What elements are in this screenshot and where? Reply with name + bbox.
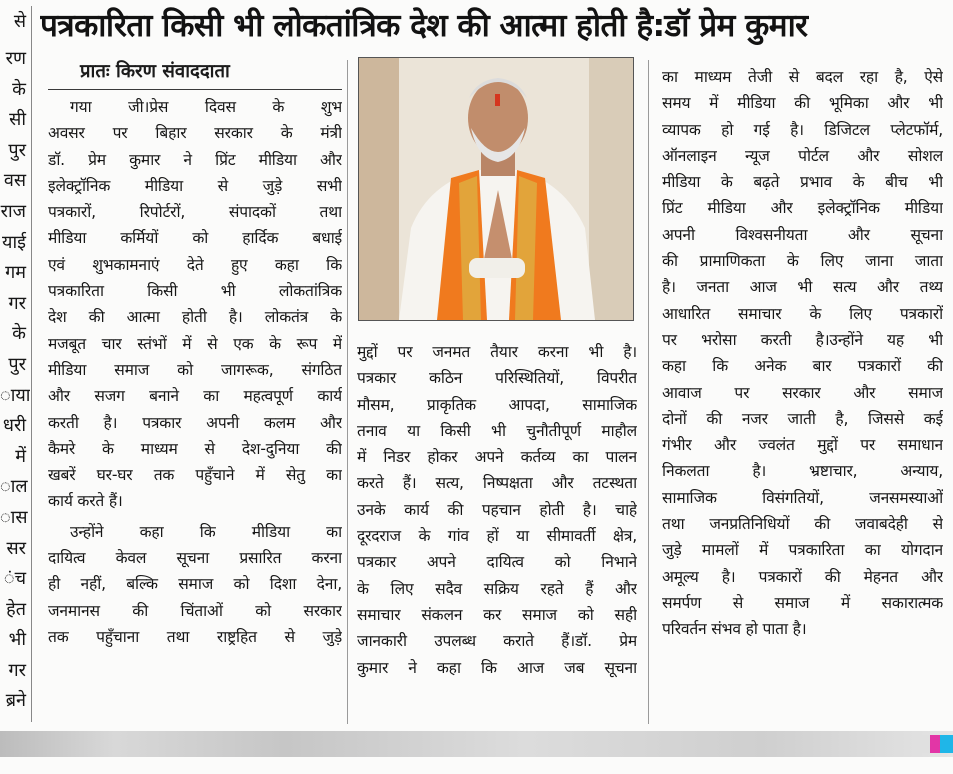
cutoff-text-fragment: हेत [6, 598, 26, 620]
article-text-line: अमूल्य है। पत्रकारों की मेहनत और [662, 567, 943, 586]
scan-footer-strip [0, 731, 953, 757]
cutoff-text-fragment: गर [8, 292, 26, 314]
article-text-line: निकलता है। भ्रष्टाचार, अन्याय, [662, 462, 943, 481]
article-text-line: आधारित समाचार के लिए पत्रकारों [662, 304, 943, 323]
article-text-line: करती है। पत्रकार अपनी कलम और [48, 413, 342, 432]
cutoff-text-fragment: ंच [3, 568, 26, 590]
cutoff-text-fragment: पुर [8, 139, 26, 161]
article-text-line: पत्रकार कठिन परिस्थितियों, विपरीत [357, 369, 637, 388]
article-text-line: दोनों की नजर जाती है, जिससे कई [662, 409, 943, 428]
article-text-line: उन्होंने कहा कि मीडिया का [70, 522, 342, 541]
article-text-line: कैमरे के माध्यम से देश-दुनिया की [48, 439, 342, 458]
article-text-line: मीडिया समाज को जागरूक, संगठित [48, 360, 342, 379]
article-text-line: समाचार संकलन कर समाज को सही [357, 605, 637, 624]
article-text-line: कहा कि अनेक बार पत्रकारों की [662, 357, 943, 376]
cutoff-text-fragment: रण [5, 48, 26, 69]
cutoff-text-fragment: पुर [8, 353, 26, 375]
article-text-line: मीडिया के बढ़ते प्रभाव के बीच भी [662, 173, 943, 192]
article-text-line: कार्य करते हैं। [48, 492, 123, 511]
article-text-line: जनमानस की चिंताओं को सरकार [48, 601, 342, 620]
column-divider [347, 60, 348, 724]
article-text-line: पत्रकार अपने दायित्व को निभाने [357, 553, 637, 572]
cutoff-text-fragment: सर [6, 537, 26, 559]
article-text-line: दायित्व केवल सूचना प्रसारित करना [48, 549, 342, 568]
cutoff-text-fragment: के [12, 78, 26, 100]
article-text-line: डॉ. प्रेम कुमार ने प्रिंट मीडिया और [48, 150, 342, 169]
article-text-line: पत्रकारिता किसी भी लोकतांत्रिक [48, 282, 342, 301]
color-swatch [920, 735, 930, 753]
cutoff-text-fragment: धरी [2, 415, 26, 437]
cutoff-text-fragment: गर [8, 659, 26, 681]
cutoff-text-fragment: ाल [0, 476, 28, 498]
article-text-line: तथा जनप्रतिनिधियों की जवाबदेही से [662, 515, 943, 534]
cutoff-text-fragment: से [13, 11, 26, 32]
cutoff-text-fragment: ाया [0, 384, 30, 406]
cutoff-text-fragment: वस [3, 170, 26, 192]
cutoff-text-fragment: ास [0, 506, 28, 528]
article-text-line: के लिए सदैव सक्रिय रहते हैं और [357, 579, 637, 598]
cutoff-text-fragment: सी [9, 109, 26, 131]
article-text-line: समय में मीडिया की भूमिका और भी [662, 94, 943, 113]
article-text-line: इलेक्ट्रॉनिक मीडिया से जुड़े सभी [48, 176, 342, 195]
cutoff-text-fragment: में [15, 445, 26, 467]
article-text-line: देश की आत्मा होती है। लोकतंत्र के [48, 308, 342, 327]
article-text-line: मजबूत चार स्तंभों में से एक के रूप में [48, 334, 342, 353]
article-text-line: ऑनलाइन न्यूज पोर्टल और सोशल [662, 146, 943, 165]
cutoff-text-fragment: भी [8, 629, 26, 651]
cutoff-text-fragment: ब्रने [5, 690, 26, 712]
article-text-line: कुमार ने कहा कि आज जब सूचना [357, 658, 637, 677]
article-text-line: मुद्दों पर जनमत तैयार करना भी है। [357, 343, 637, 361]
article-text-line: गंभीर और ज्वलंत मुद्दों पर समाधान [662, 436, 943, 455]
article-text-line: मीडिया कर्मियों को हार्दिक बधाई [48, 229, 342, 248]
article-text-line: और सजग बनाने का महत्वपूर्ण कार्य [48, 387, 342, 406]
article-text-line: परिवर्तन संभव हो पाता है। [662, 620, 807, 639]
article-text-line: खबरें घर-घर तक पहुँचाने में सेतु का [48, 466, 342, 485]
article-text-line: है। जनता आज भी सत्य और तथ्य [662, 278, 943, 297]
article-text-line: एवं शुभकामनाएं देते हुए कहा कि [48, 255, 342, 274]
headline: पत्रकारिता किसी भी लोकतांत्रिक देश की आत्मा होती है:डॉ प्रेम कुमार [40, 8, 808, 44]
column-divider [648, 60, 649, 724]
article-text-line: दूरदराज के गांव हों या सीमावर्ती क्षेत्र, [357, 527, 637, 546]
article-text-line: तनाव या किसी भी चुनौतीपूर्ण माहौल [357, 421, 637, 440]
article-text-line: अवसर पर बिहार सरकार के मंत्री [48, 124, 342, 143]
article-text-line: का माध्यम तेजी से बदल रहा है, ऐसे [662, 68, 943, 86]
column-divider [31, 6, 32, 722]
cutoff-text-fragment: के [12, 323, 26, 345]
cutoff-text-fragment: राज [0, 200, 26, 222]
byline: प्रातः किरण संवाददाता [80, 61, 230, 82]
article-text-line: व्यापक हो गई है। डिजिटल प्लेटफॉर्म, [662, 120, 943, 139]
article-text-line: समर्पण से समाज में सकारात्मक [662, 593, 943, 612]
article-text-line: पर भरोसा करती है।उन्होंने यह भी [662, 330, 943, 349]
article-text-line: अपनी विश्वसनीयता और सूचना [662, 225, 943, 244]
byline-block [48, 60, 342, 86]
article-text-line: उनके कार्य की पहचान होती है। चाहे [357, 500, 637, 519]
article-text-line: करते हैं। सत्य, निष्पक्षता और तटस्थता [357, 474, 637, 493]
article-text-line: जानकारी उपलब्ध कराते हैं।डॉ. प्रेम [357, 632, 637, 651]
article-text-line: सामाजिक विसंगतियों, जनसमस्याओं [662, 488, 943, 507]
byline-underline [48, 89, 342, 90]
article-column-3 [662, 64, 943, 729]
article-text-line: मौसम, प्राकृतिक आपदा, सामाजिक [357, 395, 637, 414]
color-swatch [930, 735, 940, 753]
article-text-line: में निडर होकर अपने कर्तव्य का पालन [357, 448, 637, 467]
minister-photo [358, 57, 634, 321]
color-swatch [940, 735, 953, 753]
person-namaste-illustration [359, 58, 633, 320]
article-text-line: प्रिंट मीडिया और इलेक्ट्रॉनिक मीडिया [662, 199, 943, 218]
article-text-line: आवाज पर सरकार और समाज [662, 383, 943, 402]
article-column-2 [357, 339, 637, 729]
cutoff-text-fragment: याई [2, 231, 26, 253]
article-text-line: जुड़े मामलों में पत्रकारिता का योगदान [662, 541, 943, 560]
adjacent-article-cutoff [0, 0, 30, 730]
article-text-line: तक पहुँचाना तथा राष्ट्रहित से जुड़े [48, 627, 342, 646]
article-text-line: ही नहीं, बल्कि समाज को दिशा देना, [48, 575, 342, 594]
cutoff-text-fragment: गम [5, 262, 26, 284]
article-text-line: की प्रामाणिकता के लिए जाना जाता [662, 252, 943, 271]
article-column-1 [48, 94, 342, 729]
article-text-line: पत्रकारों, रिपोर्टरों, संपादकों तथा [48, 203, 342, 222]
article-text-line: गया जी।प्रेस दिवस के शुभ [70, 98, 342, 116]
